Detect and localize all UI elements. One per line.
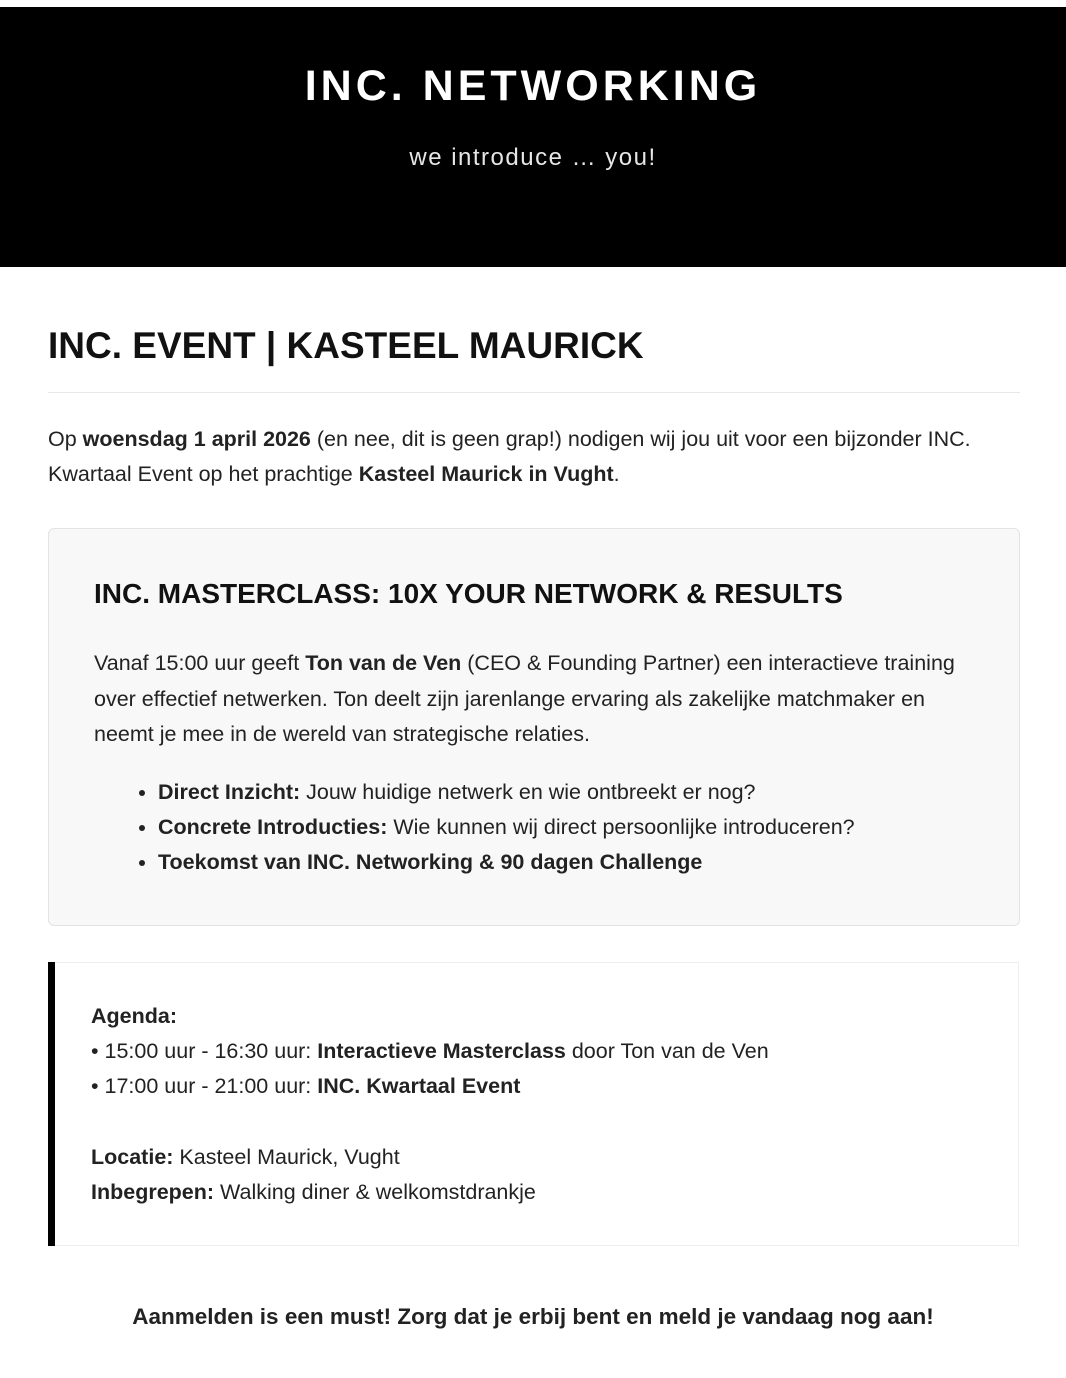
agenda-item-title: Interactieve Masterclass [317,1039,566,1064]
agenda-heading: Agenda: [91,1004,177,1028]
included-line [91,1175,991,1210]
location-line [91,1140,991,1175]
list-item [158,775,1038,810]
bullet-label: Direct Inzicht: [158,780,301,804]
agenda-item-title: INC. Kwartaal Event [317,1074,521,1099]
masterclass-title: INC. MASTERCLASS: 10X YOUR NETWORK & RESULTS [94,578,843,609]
header-banner [0,7,1066,267]
intro-paragraph [48,422,1020,492]
masterclass-body-suffix: (CEO & Founding Partner) een interactieve training over effectief netwerken. Ton deelt zijn jarenlange ervaring als zakelijke matchmaker en neemt je mee in de wereld van strategische relaties. [94,651,955,746]
page-title: INC. EVENT | KASTEEL MAURICK [48,325,644,366]
bullet-label: Toekomst van INC. Networking & 90 dagen Challenge [158,850,703,874]
agenda-panel [48,962,1019,1246]
included-value: Walking diner & welkomstdrankje [214,1179,536,1204]
list-item [158,845,1038,880]
agenda-time: • 15:00 uur - 16:30 uur: [91,1039,318,1064]
bullet-label: Concrete Introducties: [158,815,388,839]
masterclass-speaker: Ton van de Ven [305,651,462,675]
title-divider [48,392,1020,393]
intro-venue: Kasteel Maurick in Vught [358,462,614,486]
bullet-text: Wie kunnen wij direct persoonlijke introduceren? [387,815,855,839]
agenda-item [91,1069,991,1104]
masterclass-bullet-list [94,775,1038,880]
brand-title: INC. NETWORKING [304,62,762,110]
intro-date: woensdag 1 april 2026 [82,427,311,451]
agenda-time: • 17:00 uur - 21:00 uur: [91,1074,318,1099]
brand-tagline: we introduce … you! [409,144,657,171]
signup-call-to-action: Aanmelden is een must! Zorg dat je erbij bent en meld je vandaag nog aan! [132,1304,934,1329]
agenda-content [91,999,991,1210]
agenda-spacer [91,1105,991,1140]
list-item [158,810,1038,845]
agenda-item [91,1034,991,1069]
masterclass-description [94,646,974,753]
included-label: Inbegrepen: [91,1179,215,1204]
intro-suffix: . [613,462,620,486]
agenda-item-suffix: door Ton van de Ven [565,1039,769,1064]
location-value: Kasteel Maurick, Vught [173,1144,400,1169]
intro-prefix: Op [48,427,83,451]
location-label: Locatie: [91,1144,174,1169]
masterclass-panel [48,528,1020,926]
agenda-accent-bar [48,962,55,1246]
intro-middle: (en nee, dit is geen grap!) nodigen wij jou uit voor een bijzonder INC. Kwartaal Event op het prachtige [48,427,971,486]
masterclass-body-prefix: Vanaf 15:00 uur geeft [94,651,306,675]
bullet-text: Jouw huidige netwerk en wie ontbreekt er nog? [300,780,756,804]
